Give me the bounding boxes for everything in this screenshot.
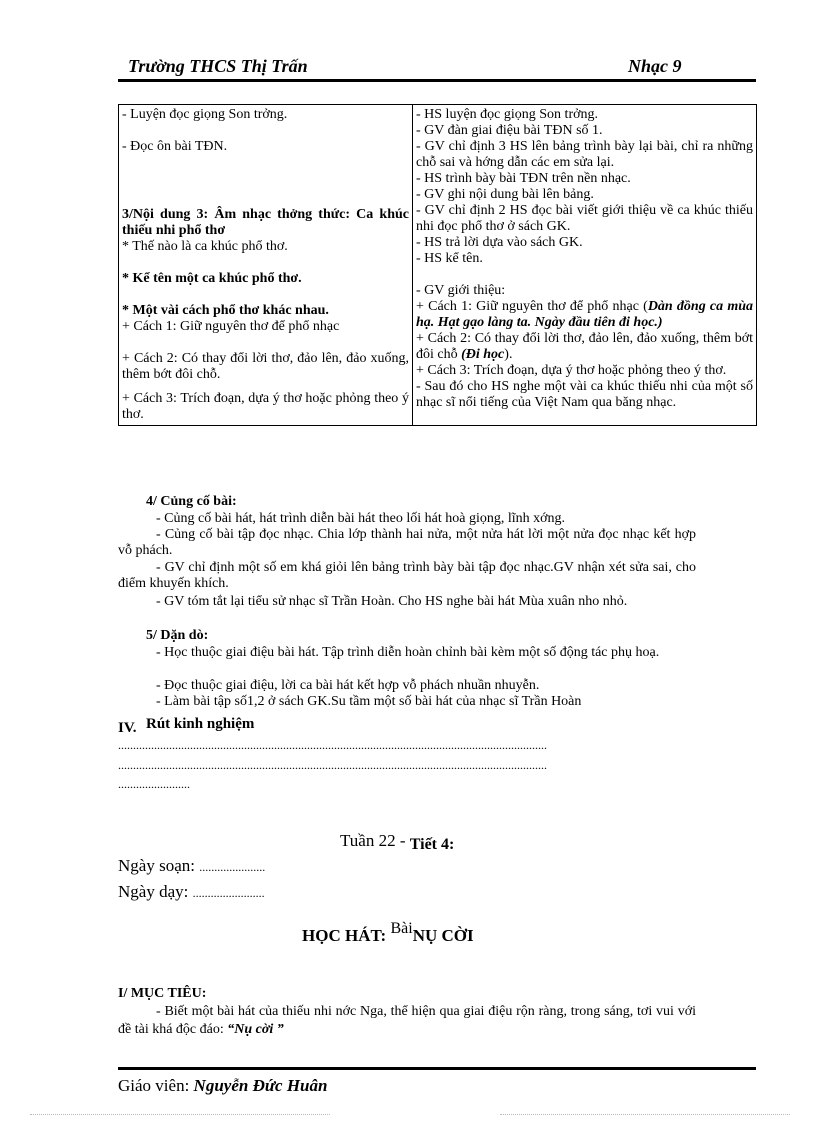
experience-line: ........................ <box>118 777 190 791</box>
homework-item: - Đọc thuộc giai điệu, lời ca bài hát kết hợp vỗ phách nhuần nhuyễn. <box>156 678 540 693</box>
activity-column <box>119 105 413 426</box>
teach-date: Ngày dạy: ........................ <box>118 882 265 901</box>
table-left-row: + Cách 2: Có thay đổi lời thơ, đảo lên, đảo xuống, thêm bớt đôi chỗ. <box>122 351 409 382</box>
week-label: Tuần 22 - Tiết 4: <box>340 831 455 853</box>
table-left-row: + Cách 3: Trích đoạn, dựa ý thơ hoặc phỏng theo ý thơ. <box>122 391 409 422</box>
teacher-student-column <box>413 105 757 426</box>
table-left-row: * Thế nào là ca khúc phổ thơ. <box>122 239 288 254</box>
table-right-row: - HS trả lời dựa vào sách GK. <box>416 235 583 250</box>
page-edge-dots <box>500 1114 790 1115</box>
footer-rule <box>118 1067 756 1070</box>
table-left-row: - Đọc ôn bài TĐN. <box>122 139 228 154</box>
consolidate-item: - GV tóm tắt lại tiểu sử nhạc sĩ Trần Hoàn. Cho HS nghe bài hát Mùa xuân nho nhỏ. <box>156 594 628 609</box>
table-left-row: * Kể tên một ca khúc phổ thơ. <box>122 271 302 286</box>
consolidate-title: 4/ Củng cố bài: <box>146 494 237 509</box>
experience-number: IV. <box>118 720 137 736</box>
lesson-table <box>118 104 757 426</box>
experience-title: Rút kinh nghiệm <box>146 716 255 732</box>
homework-item: - Học thuộc giai điệu bài hát. Tập trình diễn hoàn chỉnh bài kèm một số động tác phụ hoạ. <box>156 645 660 660</box>
page-edge-dots <box>30 1114 330 1115</box>
table-right-row: + Cách 1: Giữ nguyên thơ để phổ nhạc (Dàn đồng ca mùa hạ. Hạt gạo làng ta. Ngày đầu tiên đi học.) <box>416 299 754 330</box>
table-right-row: - GV chỉ định 3 HS lên bảng trình bày lại bài, chỉ ra những chỗ sai và hớng dẫn các em sửa lại. <box>416 139 753 170</box>
table-right-row: - GV ghi nội dung bài lên bảng. <box>416 187 594 202</box>
objective-text: - Biết một bài hát của thiếu nhi nớc Nga, thể hiện qua giai điệu rộn ràng, trong sáng, tơi vui với đề tài khá độc đáo: “Nụ cời ” <box>118 1004 696 1037</box>
table-right-row: - GV giới thiệu: <box>416 283 506 298</box>
lesson-title: HỌC HÁT: BàiNỤ CỜI <box>302 920 474 945</box>
header-school: Trường THCS Thị Trấn <box>128 56 308 76</box>
table-right-row: - HS luyện đọc giọng Son trởng. <box>416 107 599 122</box>
table-right-row: + Cách 2: Có thay đổi lời thơ, đảo lên, đảo xuống, thêm bớt đôi chỗ (Đi học). <box>416 331 753 362</box>
header-rule <box>118 79 756 82</box>
consolidate-item: - Củng cố bài tập đọc nhạc. Chia lớp thành hai nửa, một nửa hát lời một nửa đọc nhạc kết hợp vỗ phách. <box>118 527 696 558</box>
consolidate-item: - Củng cố bài hát, hát trình diễn bài hát theo lối hát hoà giọng, lĩnh xớng. <box>156 511 566 526</box>
content-heading: 3/Nội dung 3: Âm nhạc thởng thức: Ca khúc thiếu nhi phổ thơ <box>122 207 409 238</box>
table-left-row: * Một vài cách phổ thơ khác nhau. <box>122 303 329 318</box>
table-right-row: - GV chỉ định 2 HS đọc bài viết giới thiệu về ca khúc thiếu nhi đọc phổ thơ ở sách GK. <box>416 203 753 234</box>
objectives-title: I/ MỤC TIÊU: <box>118 986 207 1001</box>
header-subject: Nhạc 9 <box>628 56 682 76</box>
experience-line: ............................................................................................................................................... <box>118 758 547 772</box>
table-left-row: + Cách 1: Giữ nguyên thơ để phổ nhạc <box>122 319 340 334</box>
footer-teacher: Giáo viên: Nguyễn Đức Huân <box>118 1076 328 1095</box>
consolidate-item: - GV chỉ định một số em khá giỏi lên bảng trình bày bài tập đọc nhạc.GV nhận xét sửa sai, cho điểm khuyến khích. <box>118 560 696 591</box>
table-right-row: + Cách 3: Trích đoạn, dựa ý thơ hoặc phỏng theo ý thơ. <box>416 363 727 378</box>
table-right-row: - GV đàn giai điệu bài TĐN số 1. <box>416 123 603 138</box>
homework-title: 5/ Dặn dò: <box>146 628 209 643</box>
table-left-row: - Luyện đọc giọng Son trởng. <box>122 107 288 122</box>
prep-date: Ngày soạn: ...................... <box>118 856 266 875</box>
homework-item: - Làm bài tập số1,2 ở sách GK.Su tầm một số bài hát của nhạc sĩ Trần Hoàn <box>156 694 582 709</box>
table-right-row: - HS kể tên. <box>416 251 483 266</box>
experience-line: ............................................................................................................................................... <box>118 738 547 752</box>
table-right-row: - HS trình bày bài TĐN trên nền nhạc. <box>416 171 631 186</box>
table-right-row: - Sau đó cho HS nghe một vài ca khúc thiếu nhi của một số nhạc sĩ nổi tiếng của Việt Nam qua băng nhạc. <box>416 379 753 410</box>
